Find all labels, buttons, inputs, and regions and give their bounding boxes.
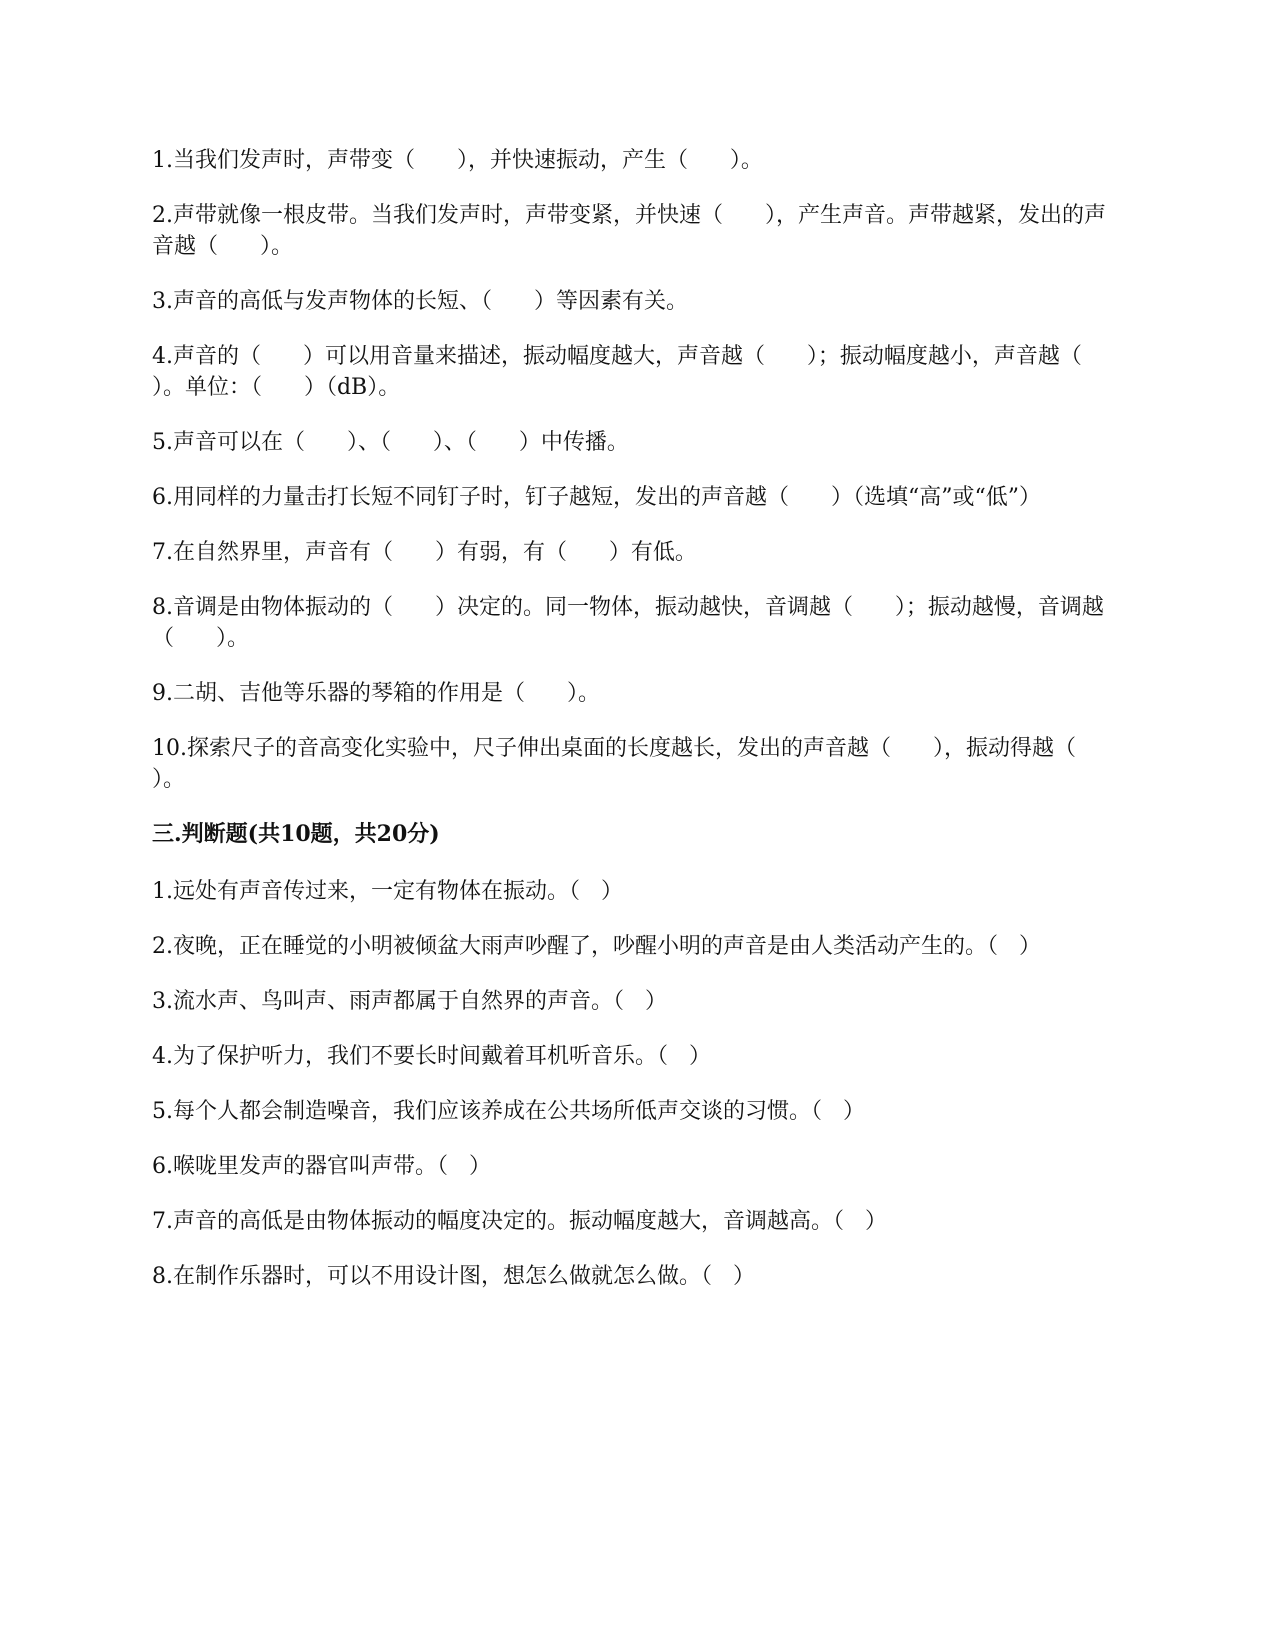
- fill-blank-question-6: 6.用同样的力量击打长短不同钉子时，钉子越短，发出的声音越（ ）（选填“高”或“低”）: [152, 485, 1041, 510]
- true-false-question-3: 3.流水声、鸟叫声、雨声都属于自然界的声音。（ ）: [152, 989, 667, 1014]
- true-false-question-1: 1.远处有声音传过来，一定有物体在振动。（ ）: [152, 879, 623, 904]
- true-false-question-2: 2.夜晚，正在睡觉的小明被倾盆大雨声吵醒了，吵醒小明的声音是由人类活动产生的。（ ）: [152, 934, 1041, 959]
- fill-blank-question-4: 4.声音的（ ）可以用音量来描述，振动幅度越大，声音越（ ）；振动幅度越小，声音越（ ）。单位：（ ）（dB）。: [152, 344, 1124, 400]
- true-false-question-6: 6.喉咙里发声的器官叫声带。（ ）: [152, 1154, 491, 1179]
- true-false-question-5: 5.每个人都会制造噪音，我们应该养成在公共场所低声交谈的习惯。（ ）: [152, 1099, 865, 1124]
- document-page: [152, 145, 1122, 1316]
- fill-blank-question-9: 9.二胡、吉他等乐器的琴箱的作用是（ ）。: [152, 681, 600, 706]
- fill-blank-question-2: 2.声带就像一根皮带。当我们发声时，声带变紧，并快速（ ），产生声音。声带越紧，发出的声音越（ ）。: [152, 203, 1106, 259]
- fill-blank-question-10: 10.探索尺子的音高变化实验中，尺子伸出桌面的长度越长，发出的声音越（ ），振动得越（ ）。: [152, 736, 1118, 792]
- fill-blank-question-5: 5.声音可以在（ ）、（ ）、（ ）中传播。: [152, 430, 629, 455]
- true-false-question-7: 7.声音的高低是由物体振动的幅度决定的。振动幅度越大，音调越高。（ ）: [152, 1209, 887, 1234]
- fill-blank-question-7: 7.在自然界里，声音有（ ）有弱，有（ ）有低。: [152, 540, 697, 565]
- fill-blank-question-8: 8.音调是由物体振动的（ ）决定的。同一物体，振动越快，音调越（ ）；振动越慢，音调越（ ）。: [152, 595, 1104, 651]
- section-title-true-false: 三.判断题(共10题，共20分): [152, 821, 440, 847]
- true-false-question-8: 8.在制作乐器时，可以不用设计图，想怎么做就怎么做。（ ）: [152, 1264, 755, 1289]
- fill-blank-question-3: 3.声音的高低与发声物体的长短、（ ）等因素有关。: [152, 289, 688, 314]
- true-false-question-4: 4.为了保护听力，我们不要长时间戴着耳机听音乐。（ ）: [152, 1044, 711, 1069]
- fill-blank-question-1: 1.当我们发声时，声带变（ ），并快速振动，产生（ ）。: [152, 148, 763, 173]
